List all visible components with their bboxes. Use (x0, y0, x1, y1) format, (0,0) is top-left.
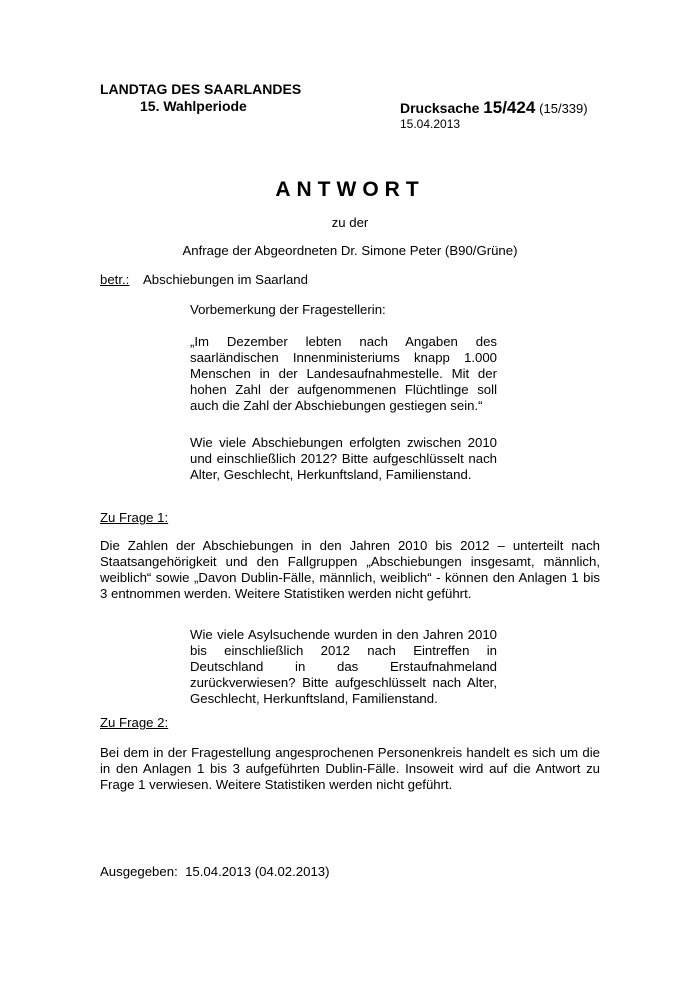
answer-1-text: Die Zahlen der Abschiebungen in den Jahren 2010 bis 2012 – unterteilt nach Staatsangehörigkeit und den Fallgruppen „Abschiebungen insgesamt, männlich, weiblich“ sowie „Davon Dublin-Fälle, männlich, weiblich“ - können den Anlagen 1 bis 3 entnommen werden. Weitere Statistiken werden nicht geführt. (100, 538, 600, 601)
answer-2-text: Bei dem in der Fragestellung angesprochenen Personenkreis handelt es sich um die in den Anlagen 1 bis 3 aufgeführten Dublin-Fälle. Insoweit wird auf die Antwort zu Frage 1 verwiesen. Weitere Statistiken werden nicht geführt. (100, 745, 600, 792)
legislative-period: 15. Wahlperiode (140, 98, 247, 114)
question-2: Wie viele Asylsuchende wurden in den Jahren 2010 bis einschließlich 2012 nach Eintreffen in Deutschland in das Erstaufnahmeland zurückverwiesen? Bitte aufgeschlüsselt nach Alter, Geschlecht, Herkunftsland, Familienstand. (190, 627, 497, 706)
document-title: ANTWORT (275, 178, 425, 201)
drucksache-number: 15/424 (483, 98, 536, 117)
preliminary-quote: „Im Dezember lebten nach Angaben des saarländischen Innenministeriums knapp 1.000 Menschen in der Landesaufnahmestelle. Mit der hohen Zahl der aufgenommenen Flüchtlinge soll auch die Zahl der Abschiebungen gestiegen sein.“ (190, 334, 497, 413)
question-1: Wie viele Abschiebungen erfolgten zwischen 2010 und einschließlich 2012? Bitte aufgeschlüsselt nach Alter, Geschlecht, Herkunftsland, Familienstand. (190, 435, 497, 482)
drucksache-reference: (15/339) (539, 101, 588, 116)
document-subtitle: zu der (331, 215, 369, 230)
institution-name: LANDTAG DES SAARLANDES (100, 81, 302, 97)
preliminary-label: Vorbemerkung der Fragestellerin: (190, 302, 386, 317)
answer-1-heading: Zu Frage 1: (100, 510, 169, 525)
document-number (400, 98, 588, 118)
issued-label: Ausgegeben: (100, 864, 178, 879)
drucksache-label: Drucksache (400, 100, 480, 116)
subject-label: betr.: (100, 272, 130, 287)
document-date: 15.04.2013 (400, 117, 461, 131)
answer-2-heading: Zu Frage 2: (100, 715, 169, 730)
issued-dates: 15.04.2013 (04.02.2013) (185, 864, 330, 879)
subject-text: Abschiebungen im Saarland (143, 272, 308, 287)
inquiry-line: Anfrage der Abgeordneten Dr. Simone Peter (B90/Grüne) (182, 243, 518, 258)
issued-line (100, 864, 330, 879)
